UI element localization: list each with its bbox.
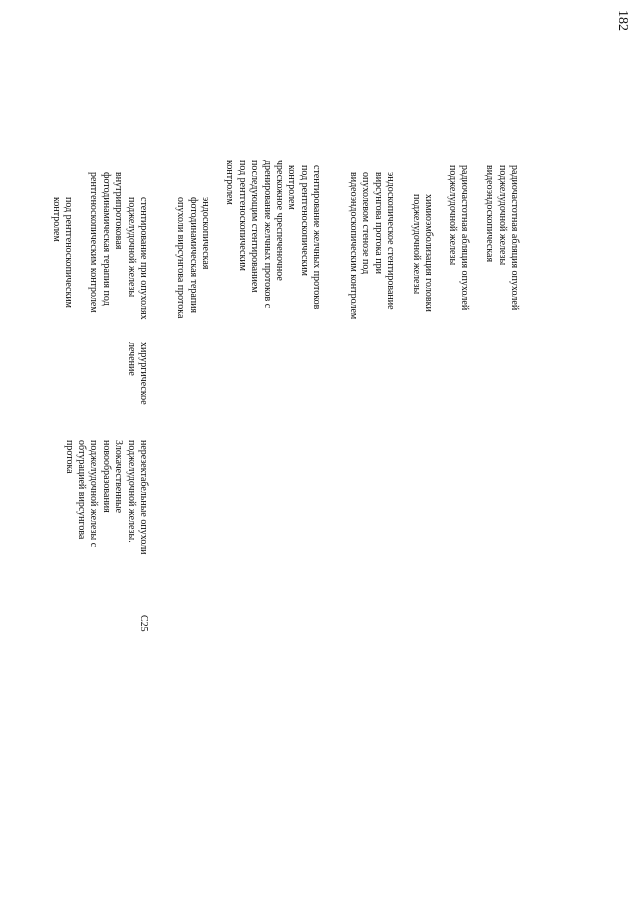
diagnosis-text	[62, 440, 149, 555]
method-line: поджелудочной железы	[496, 165, 508, 266]
method-line: радиочастотная абляция опухолей	[459, 165, 470, 311]
method-line: дренирование желчных протоков с	[261, 160, 273, 309]
method-line: под рентгеноскопическим	[63, 197, 74, 309]
method-line: эндоскопическая	[200, 197, 211, 270]
diagnosis-code: C25	[138, 615, 149, 632]
method-line: контролем	[50, 197, 62, 242]
method-block	[87, 172, 124, 313]
method-line: видеоэндоскопическим контролем	[347, 172, 359, 320]
page-number: 182	[615, 10, 630, 31]
diagnosis-line: Злокачественные	[113, 440, 125, 514]
treatment-type-line: хирургическое	[138, 342, 149, 405]
method-line: рентгеноскопическим контролем	[88, 172, 100, 313]
method-line: эндоскопическое стентирование	[385, 172, 396, 310]
method-line: видеоэндоскопическая	[484, 165, 496, 263]
treatment-type-line: лечение	[125, 342, 137, 376]
method-block	[445, 165, 470, 310]
method-line: поджелудочной железы	[125, 197, 137, 298]
method-line: опухолевом стенозе под	[360, 172, 372, 275]
method-line: чрескожное чреспеченочное	[274, 160, 285, 281]
diagnosis-line: нерезектабельные опухоли	[138, 440, 149, 555]
method-line: под рентгеноскопическим	[298, 165, 310, 277]
method-line: радиочастотная абляция опухолей	[509, 165, 520, 311]
diagnosis-line: новообразования	[100, 440, 112, 513]
method-line: контролем	[224, 160, 236, 205]
diagnosis-line: поджелудочной железы.	[125, 440, 137, 543]
method-line: опухоли вирсунгова протока	[175, 197, 187, 319]
treatment-type	[124, 342, 149, 405]
diagnosis-line: протока	[63, 440, 75, 474]
method-line: фотодинамическая терапия	[187, 197, 199, 314]
method-line: внутрипротоковая	[113, 172, 124, 250]
method-block	[124, 197, 149, 320]
method-line: фотодинамическая терапия под	[100, 172, 112, 306]
method-line: поджелудочной железы	[446, 165, 458, 266]
method-line: поджелудочной железы	[410, 194, 422, 295]
method-block	[346, 172, 396, 319]
method-block	[174, 197, 211, 318]
method-block	[223, 160, 285, 308]
method-block	[409, 194, 434, 312]
diagnosis-line: поджелудочной железы с	[88, 440, 100, 548]
method-line: стентирование желчных протоков	[311, 165, 322, 310]
method-block	[285, 165, 322, 309]
method-line: контролем	[286, 165, 298, 210]
method-block	[483, 165, 520, 310]
diagnosis-line: обтурацией вирсунгова	[75, 440, 87, 540]
method-line: вирсунгова протока при	[372, 172, 384, 274]
method-line: под рентгеноскопическим	[236, 160, 248, 272]
method-line: последующим стентированием	[249, 160, 261, 293]
method-block	[49, 197, 74, 308]
method-line: стентирование при опухолях	[138, 197, 149, 320]
method-line: химиоэмболизация головки	[423, 194, 434, 312]
